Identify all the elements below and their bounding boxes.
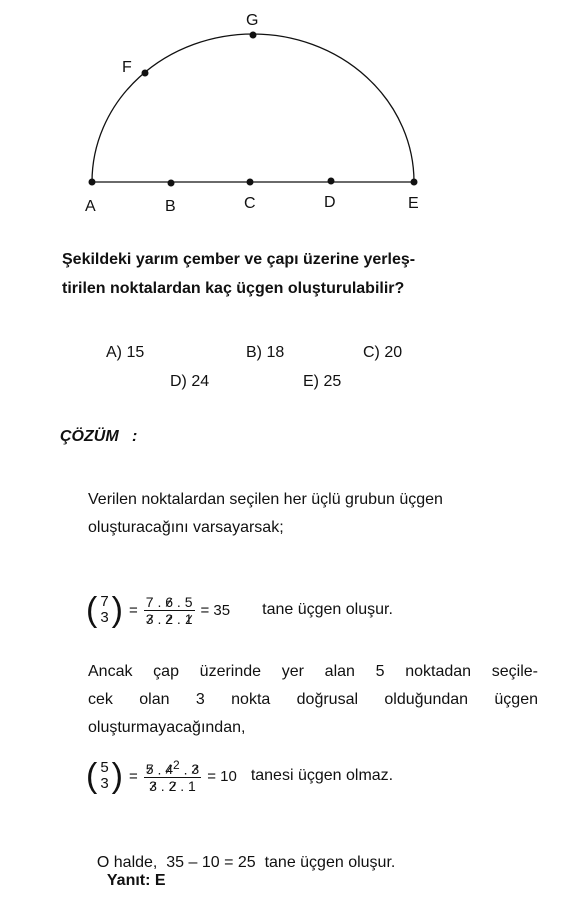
solution-heading: ÇÖZÜM : [60, 428, 138, 445]
comb2-text: tanesi üçgen olmaz. [250, 767, 394, 784]
dot: . [183, 761, 188, 778]
point-b [168, 180, 175, 187]
binom-k: 3 [100, 775, 109, 792]
den-1: 1 [188, 778, 196, 795]
final-text: O halde, 35 – 10 = 25 tane üçgen oluşur. [96, 854, 396, 871]
fraction-1-numerator [144, 594, 195, 611]
dot: . [160, 778, 165, 795]
paren-left: ( [86, 591, 98, 629]
num-5: 5 [184, 593, 193, 610]
combination-1 [86, 586, 393, 634]
binomial-7-3 [100, 594, 108, 626]
fraction-1 [144, 594, 195, 627]
point-g [250, 32, 257, 39]
binom-n: 7 [100, 593, 109, 610]
fraction-2-numerator [144, 758, 201, 779]
num-4-cancelled: 4 [165, 761, 174, 778]
answer-label: Yanıt: E [106, 872, 166, 889]
option-d: D) 24 [170, 373, 210, 390]
result-10: = 10 [207, 767, 237, 785]
label-d: D [324, 194, 336, 211]
final-line [88, 836, 395, 890]
den-3-cancelled: 3 [145, 610, 154, 627]
label-c: C [244, 195, 256, 212]
intro-line-1: Verilen noktalardan seçilen her üçlü grubun üçgen [88, 491, 443, 508]
binom-n: 5 [100, 759, 109, 776]
option-e: E) 25 [303, 373, 342, 390]
num-3-cancelled: 3 [191, 761, 200, 778]
question-text [62, 245, 532, 303]
point-f [142, 70, 149, 77]
semicircle-arc [92, 34, 414, 182]
label-b: B [165, 198, 176, 215]
option-a: A) 15 [106, 344, 145, 361]
point-c [247, 179, 254, 186]
para2-line-2: cek olan 3 nokta doğrusal olduğundan üçgen [88, 691, 538, 708]
paren-right: ) [111, 757, 123, 795]
fraction-2-denominator [144, 778, 201, 794]
den-1-cancelled: 1 [184, 610, 193, 627]
comb1-text: tane üçgen oluşur. [262, 601, 393, 618]
binom-k: 3 [100, 609, 109, 626]
equals-sign: = [129, 601, 138, 619]
point-a [89, 179, 96, 186]
den-2-cancelled: 2 [165, 610, 174, 627]
option-c: C) 20 [363, 344, 403, 361]
intro-line-2: oluşturacağını varsayarsak; [88, 519, 284, 536]
question-line-1: Şekildeki yarım çember ve çapı üzerine yerleş- [62, 251, 416, 268]
option-b: B) 18 [246, 344, 285, 361]
para2-line-3: oluşturmayacağından, [88, 719, 246, 736]
num-2-superscript: 2 [173, 757, 180, 772]
solution-intro [88, 486, 548, 542]
dot: . [176, 610, 181, 627]
num-5-cancelled: 5 [145, 761, 154, 778]
num-6-cancelled: 6 [165, 593, 174, 610]
equals-sign: = [129, 767, 138, 785]
fraction-1-denominator [144, 611, 195, 627]
paren-right: ) [111, 591, 123, 629]
para2-line-1: Ancak çap üzerinde yer alan 5 noktadan seçile- [88, 663, 538, 680]
solution-paragraph-2 [88, 658, 538, 742]
result-35: = 35 [200, 601, 231, 619]
dot: . [157, 761, 162, 778]
den-3-cancelled: 3 [149, 778, 157, 795]
point-d [328, 178, 335, 185]
question-line-2: tirilen noktalardan kaç üçgen oluşturulabilir? [62, 280, 405, 297]
den-2-cancelled: 2 [168, 778, 177, 795]
label-f: F [122, 59, 132, 76]
binomial-5-3 [100, 760, 108, 792]
fraction-2 [144, 758, 201, 795]
label-g: G [246, 12, 259, 29]
dot: . [157, 593, 162, 610]
dot: . [157, 610, 162, 627]
point-e [411, 179, 418, 186]
dot: . [180, 778, 185, 795]
num-7: 7 [145, 593, 154, 610]
paren-left: ( [86, 757, 98, 795]
semicircle-figure [0, 0, 576, 225]
label-a: A [85, 198, 96, 215]
dot: . [176, 593, 181, 610]
label-e: E [408, 195, 419, 212]
combination-2 [86, 752, 393, 800]
